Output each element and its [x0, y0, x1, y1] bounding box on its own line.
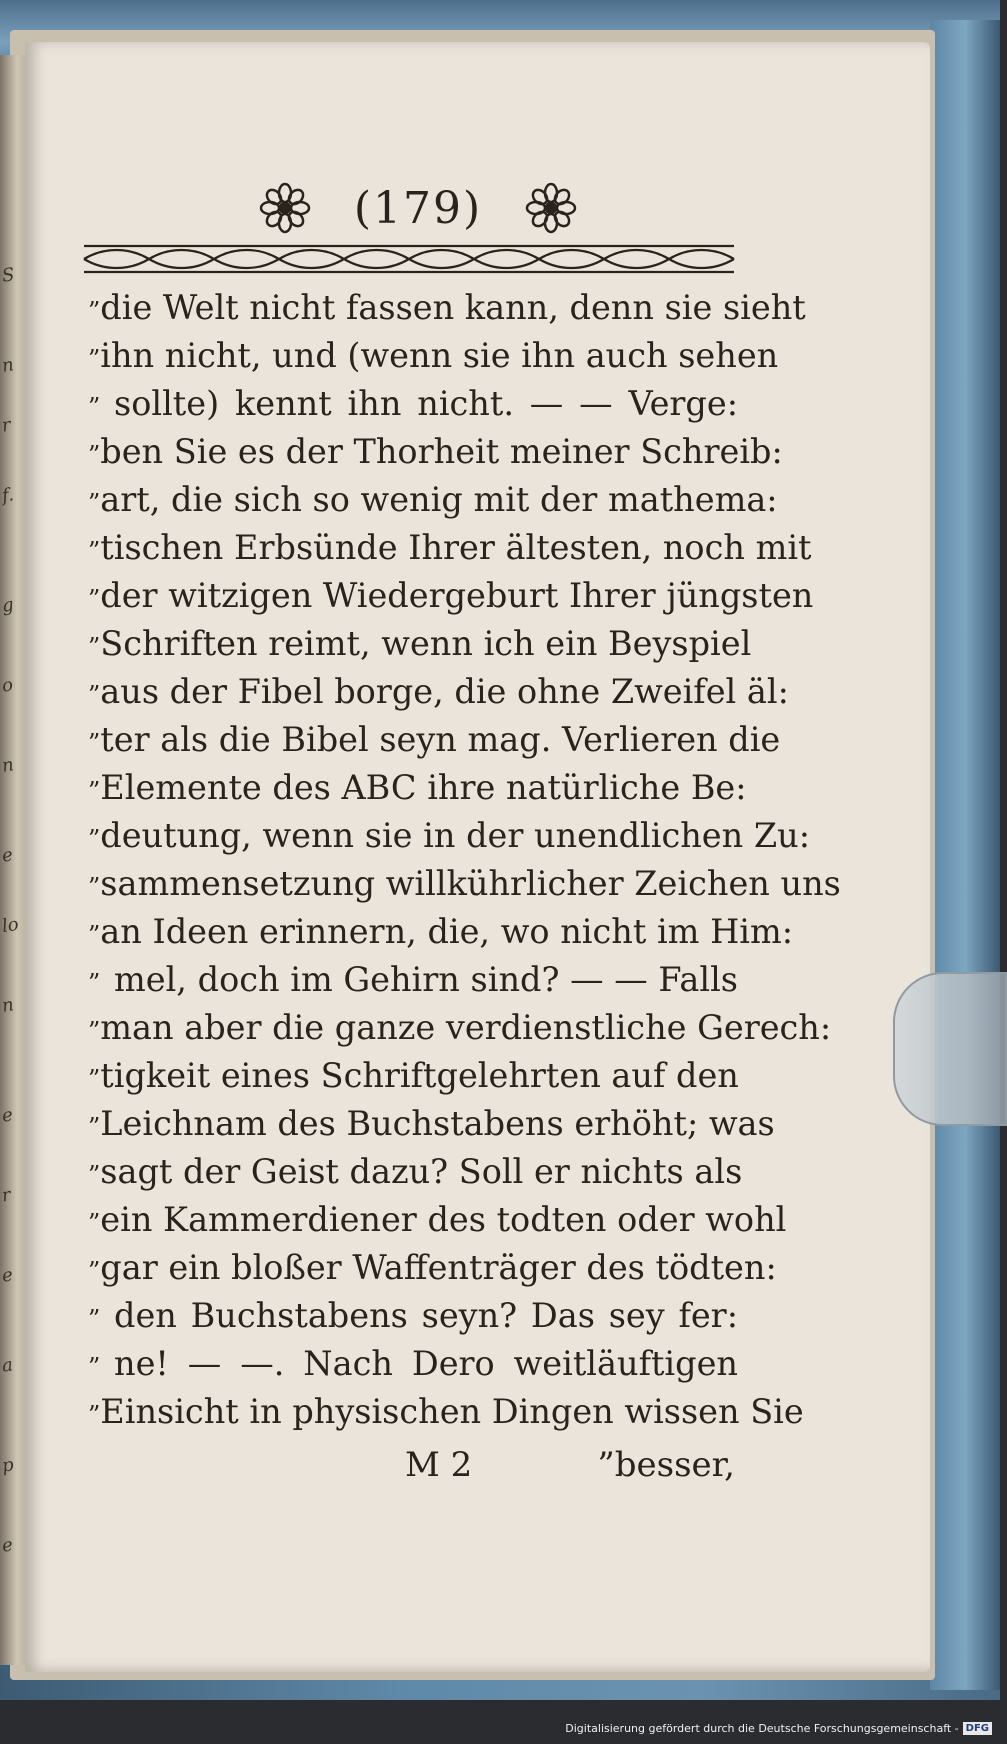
facing-page-edge: S n r f. g o n e lo n e r e a p e: [0, 55, 28, 1665]
ornamental-rule: [84, 242, 734, 276]
page-number: (179): [353, 182, 483, 234]
page-header: [258, 178, 578, 238]
text-line: ” sollte) kennt ihn nicht. — — Verge:: [88, 384, 738, 423]
rosette-right-icon: [524, 181, 578, 235]
catchword: ”besser,: [597, 1445, 735, 1485]
text-line: ” Leichnam des Buchstabens erhöht; was: [88, 1104, 775, 1143]
credit-text: Digitalisierung gefördert durch die Deutsche Forschungsgemeinschaft -: [565, 1721, 959, 1735]
page-clip: [893, 972, 1007, 1126]
text-line: ” sammensetzung willkührlicher Zeichen uns: [88, 864, 841, 903]
text-line: ” ter als die Bibel seyn mag. Verlieren die: [88, 720, 781, 759]
rosette-left-icon: [258, 181, 312, 235]
text-line: ” ben Sie es der Thorheit meiner Schreib:: [88, 432, 783, 471]
text-line: ” art, die sich so wenig mit der mathema:: [88, 480, 778, 519]
digitization-credit: [565, 1718, 992, 1738]
body-text: [88, 284, 841, 1436]
text-line: ” Schriften reimt, wenn ich ein Beyspiel: [88, 624, 752, 663]
text-line: ” die Welt nicht fassen kann, denn sie sieht: [88, 288, 806, 327]
page-footer: [405, 1445, 735, 1495]
text-line: ” der witzigen Wiedergeburt Ihrer jüngsten: [88, 576, 814, 615]
text-line: ” aus der Fibel borge, die ohne Zweifel äl:: [88, 672, 789, 711]
dfg-logo-icon: DFG: [963, 1722, 992, 1735]
book-cover-right-edge: [930, 20, 1000, 1690]
text-line: ” Einsicht in physischen Dingen wissen Sie: [88, 1392, 804, 1431]
text-line: ” den Buchstabens seyn? Das sey fer:: [88, 1296, 738, 1335]
text-line: ” man aber die ganze verdienstliche Gerech:: [88, 1008, 832, 1047]
text-line: ” Elemente des ABC ihre natürliche Be:: [88, 768, 747, 807]
text-line: ” tigkeit eines Schriftgelehrten auf den: [88, 1056, 739, 1095]
text-line: ” tischen Erbsünde Ihrer ältesten, noch mit: [88, 528, 812, 567]
text-line: ” mel, doch im Gehirn sind? — — Falls: [88, 960, 738, 999]
text-line: ” gar ein bloßer Waffenträger des tödten:: [88, 1248, 777, 1287]
text-line: ” ein Kammerdiener des todten oder wohl: [88, 1200, 787, 1239]
text-line: ” ihn nicht, und (wenn sie ihn auch sehen: [88, 336, 779, 375]
text-line: ” an Ideen erinnern, die, wo nicht im Him:: [88, 912, 794, 951]
text-line: ” deutung, wenn sie in der unendlichen Zu:: [88, 816, 810, 855]
signature-mark: M 2: [405, 1445, 473, 1485]
text-line: ” sagt der Geist dazu? Soll er nichts als: [88, 1152, 743, 1191]
text-line: ” ne! — —. Nach Dero weitläuftigen: [88, 1344, 738, 1383]
